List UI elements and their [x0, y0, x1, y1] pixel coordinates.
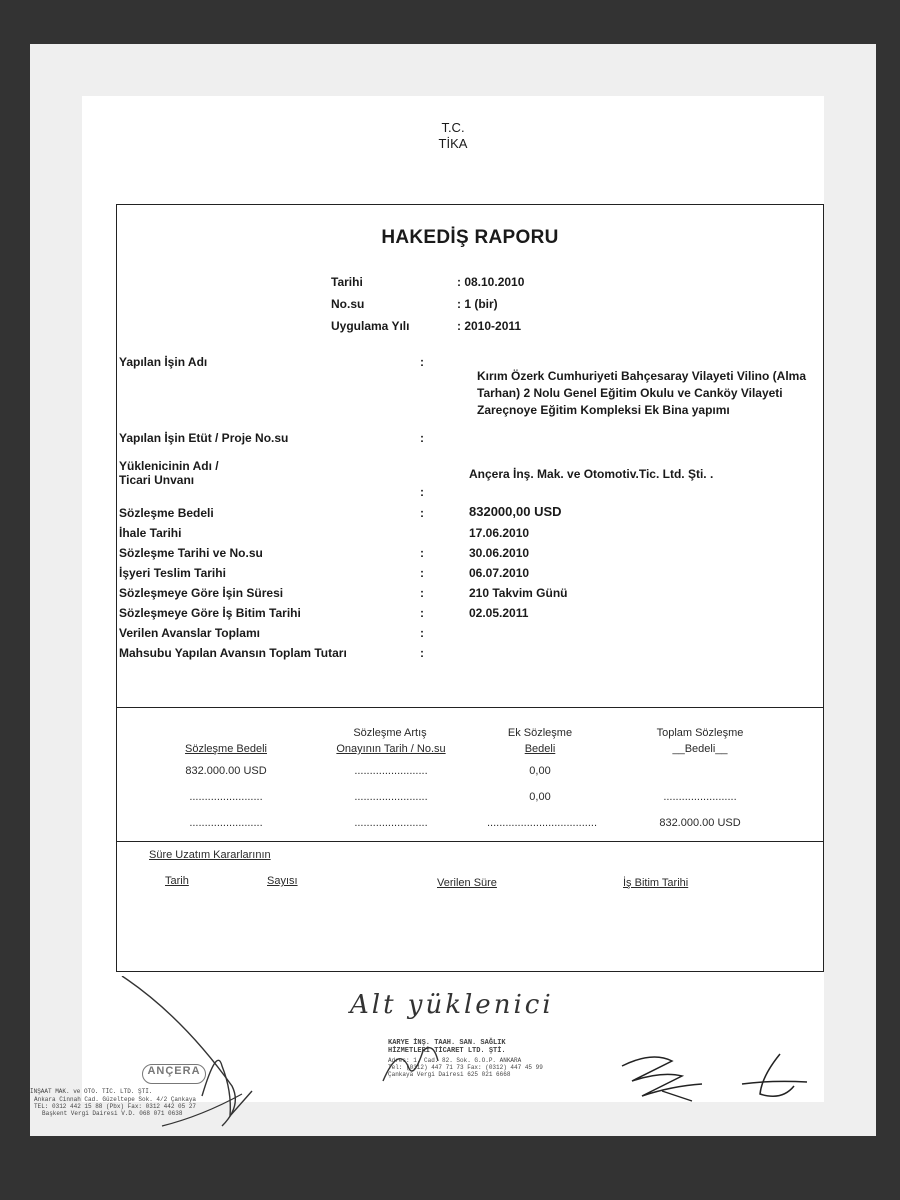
contractor-value: Ançera İnş. Mak. ve Otomotiv.Tic. Ltd. Şti. . [469, 467, 714, 481]
col3-header-line1: Ek Sözleşme [507, 727, 573, 739]
field-value-contract-date: 30.06.2010 [469, 546, 530, 560]
extension-col-number: Sayısı [267, 875, 298, 887]
field-colon: : [420, 586, 424, 600]
stamp-center-line: HİZMETLERİ TİCARET LTD. ŞTİ. [388, 1047, 506, 1055]
field-label-duration: Sözleşmeye Göre İşin Süresi [119, 586, 284, 600]
scan-frame [30, 44, 876, 1136]
field-colon: : [420, 506, 424, 520]
header-tika: TİKA [438, 136, 468, 151]
stamp-left-logo: ANÇERA [142, 1064, 206, 1084]
field-label-contract-price: Sözleşme Bedeli [119, 506, 214, 520]
table-cell: 0,00 [529, 791, 551, 803]
report-title: HAKEDİŞ RAPORU [381, 227, 559, 248]
col4-header-line1: Toplam Sözleşme [656, 727, 744, 739]
meta-value-date: : 08.10.2010 [457, 275, 525, 289]
col2-header-line1: Sözleşme Artış [353, 727, 427, 739]
table-cell: 0,00 [529, 765, 551, 777]
field-value-end-date: 02.05.2011 [469, 606, 529, 620]
field-value-tender-date: 17.06.2010 [469, 526, 530, 540]
col3-header-line2: Bedeli [524, 743, 556, 755]
col4-header-line2: __Bedeli__ [672, 743, 728, 755]
table-cell: ........................ [189, 817, 263, 829]
field-label-contract-date: Sözleşme Tarihi ve No.su [119, 546, 263, 560]
stamp-left-line: TEL: 0312 442 15 88 (Pbx) Fax: 0312 442 05 27 [34, 1103, 197, 1110]
table-cell: 832.000.00 USD [659, 817, 741, 829]
signature-right-2 [732, 1046, 812, 1106]
table-cell: ........................ [354, 817, 428, 829]
table-cell: 832.000.00 USD [185, 765, 267, 777]
field-colon: : [420, 546, 424, 560]
col1-header: Sözleşme Bedeli [185, 743, 267, 755]
table-cell: ........................ [354, 791, 428, 803]
stamp-center-line: Tel: (0312) 447 71 73 Fax: (0312) 447 45 99 [388, 1064, 543, 1071]
field-label-end-date: Sözleşmeye Göre İş Bitim Tarihi [119, 606, 301, 620]
field-colon: : [420, 606, 424, 620]
table-cell: .................................... [486, 817, 598, 829]
header-tc: T.C. [441, 120, 465, 135]
stamp-center-line: Çankaya Vergi Dairesi 625 021 6668 [388, 1071, 511, 1078]
stamp-center-signature [378, 1036, 448, 1086]
project-label: Yapılan İşin Adı [119, 355, 208, 369]
col2-header-line2: Onayının Tarih / No.su [336, 743, 446, 755]
etut-label: Yapılan İşin Etüt / Proje No.su [119, 431, 289, 445]
field-label-advances: Verilen Avanslar Toplamı [119, 626, 260, 640]
meta-label-date: Tarihi [331, 275, 363, 289]
section-divider [117, 707, 823, 708]
contractor-label-2: Ticari Unvanı [119, 473, 195, 487]
field-colon: : [420, 646, 424, 660]
stamp-center-line: Adres: 1. Cad. 82. Sok. G.O.P. ANKARA [388, 1057, 522, 1064]
extension-title: Süre Uzatım Kararlarının [149, 849, 271, 861]
field-colon: : [420, 626, 424, 640]
extension-col-duration: Verilen Süre [437, 877, 497, 889]
table-cell: ........................ [663, 791, 737, 803]
field-label-deducted-advances: Mahsubu Yapılan Avansın Toplam Tutarı [119, 646, 347, 660]
field-label-site-delivery: İşyeri Teslim Tarihi [119, 566, 226, 580]
handwritten-note: Alt yüklenici [350, 990, 554, 1020]
contractor-label-1: Yüklenicinin Adı / [119, 459, 219, 473]
field-colon: : [420, 566, 424, 580]
project-value: Kırım Özerk Cumhuriyeti Bahçesaray Vilayeti Vilino (Alma Tarhan) 2 Nolu Genel Eğitim Okulu ve Canköy Vilayeti Zareçnoye Eğitim Kompleksi Ek Bina yapımı [477, 369, 807, 417]
field-label-tender-date: İhale Tarihi [119, 526, 182, 540]
field-value-site-delivery: 06.07.2010 [469, 566, 530, 580]
stamp-left-line: Başkent Vergi Dairesi V.D. 068 071 0638 [42, 1110, 183, 1117]
table-cell: ........................ [354, 765, 428, 777]
project-colon: : [420, 355, 424, 369]
meta-label-year: Uygulama Yılı [331, 319, 410, 333]
extension-col-date: Tarih [165, 875, 189, 887]
extension-col-end-date: İş Bitim Tarihi [623, 877, 689, 889]
document-page [30, 96, 824, 1117]
signature-right-1 [612, 1046, 712, 1106]
contractor-colon: : [420, 485, 424, 499]
meta-value-number: : 1 (bir) [457, 297, 498, 311]
field-value-duration: 210 Takvim Günü [469, 586, 568, 600]
stamp-left-line: İNŞAAT MAK. ve OTO. TİC. LTD. ŞTİ. [30, 1088, 153, 1095]
field-value-contract-price: 832000,00 USD [469, 504, 562, 519]
report-form [116, 204, 824, 972]
meta-value-year: : 2010-2011 [457, 319, 522, 333]
stamp-left-line: Ankara Cinnah Cad. Güzeltepe Sok. 4/2 Çankaya [34, 1096, 197, 1103]
section-divider [117, 841, 823, 842]
table-cell: ........................ [189, 791, 263, 803]
etut-colon: : [420, 431, 424, 445]
meta-label-number: No.su [331, 297, 365, 311]
stamp-center-line: KARYE İNŞ. TAAH. SAN. SAĞLIK [388, 1039, 506, 1047]
